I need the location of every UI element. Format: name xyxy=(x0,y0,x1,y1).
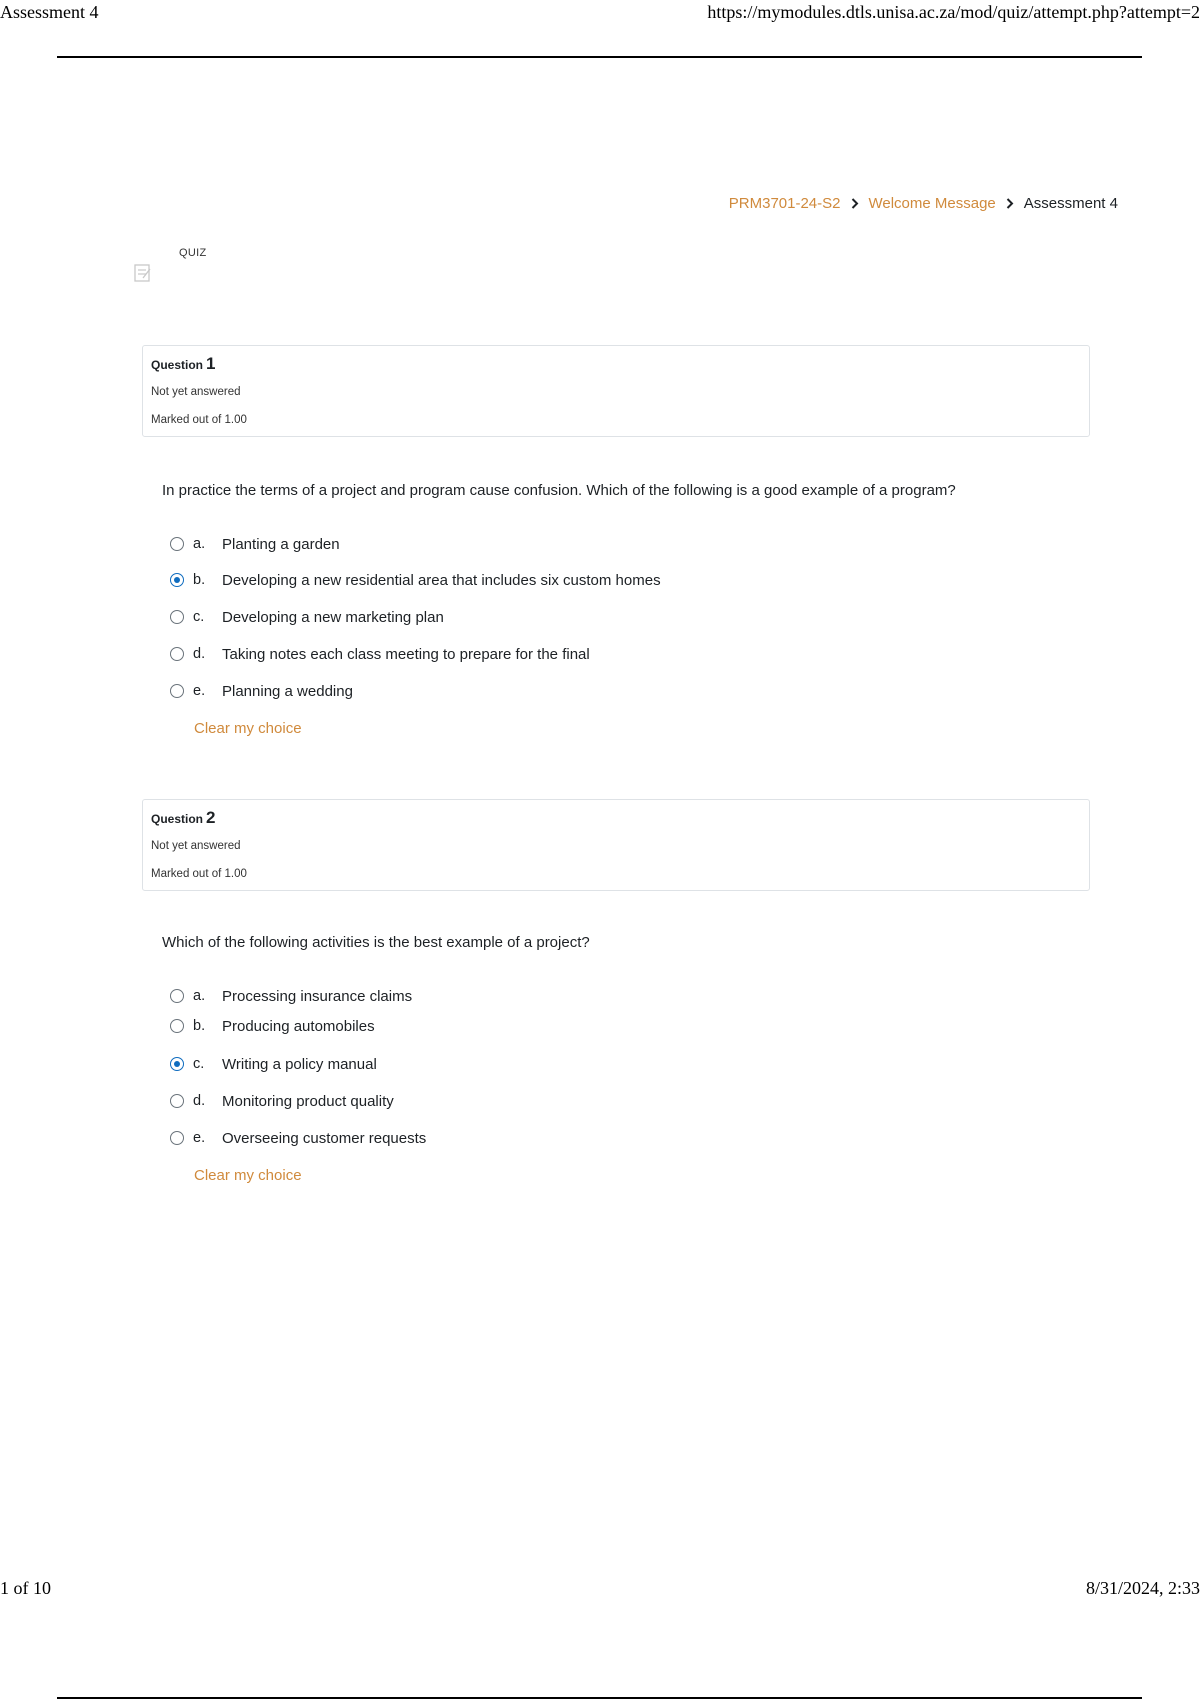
option-letter: d. xyxy=(193,646,206,662)
question-state: Not yet answered xyxy=(151,386,241,398)
question-number: 1 xyxy=(206,354,216,373)
option-letter: a. xyxy=(193,988,206,1004)
option-text: Developing a new residential area that includes six custom homes xyxy=(222,571,661,589)
question-state: Not yet answered xyxy=(151,840,241,852)
answer-option-b[interactable] xyxy=(170,1016,375,1036)
radio-button[interactable] xyxy=(170,1019,184,1033)
option-text: Writing a policy manual xyxy=(222,1055,377,1073)
chevron-right-icon xyxy=(1006,198,1014,209)
option-text: Taking notes each class meeting to prepare for the final xyxy=(222,645,590,663)
radio-button[interactable] xyxy=(170,1131,184,1145)
footer-rule xyxy=(57,1697,1142,1699)
activity-type-label: QUIZ xyxy=(179,247,207,259)
radio-button[interactable] xyxy=(170,684,184,698)
radio-button[interactable] xyxy=(170,537,184,551)
option-letter: c. xyxy=(193,1056,205,1072)
option-letter: b. xyxy=(193,572,206,588)
option-text: Overseeing customer requests xyxy=(222,1129,427,1147)
question-grade: Marked out of 1.00 xyxy=(151,414,247,426)
question-number: 2 xyxy=(206,808,216,827)
option-text: Producing automobiles xyxy=(222,1017,375,1035)
option-letter: a. xyxy=(193,536,206,552)
chevron-right-icon xyxy=(851,198,859,209)
option-letter: e. xyxy=(193,683,206,699)
answer-option-a[interactable] xyxy=(170,986,412,1006)
radio-button[interactable] xyxy=(170,1094,184,1108)
answer-option-c[interactable] xyxy=(170,607,444,627)
answer-option-e[interactable] xyxy=(170,681,353,701)
question-info-box xyxy=(142,799,1090,891)
radio-button[interactable] xyxy=(170,610,184,624)
question-title xyxy=(151,808,215,828)
answer-option-a[interactable] xyxy=(170,534,340,554)
option-text: Planning a wedding xyxy=(222,682,353,700)
question-text: In practice the terms of a project and program cause confusion. Which of the following is a good example of a program? xyxy=(162,482,956,499)
question-title-prefix: Question xyxy=(151,812,204,826)
radio-button-checked[interactable] xyxy=(170,573,184,587)
print-footer-page: 1 of 10 xyxy=(0,1578,51,1598)
breadcrumb-current: Assessment 4 xyxy=(1023,195,1118,212)
breadcrumb-section-link[interactable]: Welcome Message xyxy=(868,195,996,212)
option-text: Developing a new marketing plan xyxy=(222,608,444,626)
quiz-icon xyxy=(133,263,153,283)
option-letter: c. xyxy=(193,609,205,625)
answer-option-e[interactable] xyxy=(170,1128,426,1148)
radio-button-checked[interactable] xyxy=(170,1057,184,1071)
option-text: Planting a garden xyxy=(222,535,340,553)
print-footer-datetime: 8/31/2024, 2:33 xyxy=(1085,1578,1200,1598)
print-header-url: https://mymodules.dtls.unisa.ac.za/mod/quiz/attempt.php?attempt=2 xyxy=(707,2,1200,22)
option-letter: d. xyxy=(193,1093,206,1109)
clear-choice-link[interactable]: Clear my choice xyxy=(194,1167,302,1184)
option-letter: b. xyxy=(193,1018,206,1034)
radio-button[interactable] xyxy=(170,989,184,1003)
question-grade: Marked out of 1.00 xyxy=(151,868,247,880)
question-title xyxy=(151,354,215,374)
radio-button[interactable] xyxy=(170,647,184,661)
option-text: Monitoring product quality xyxy=(222,1092,394,1110)
clear-choice-link[interactable]: Clear my choice xyxy=(194,720,302,737)
breadcrumb-course-link[interactable]: PRM3701-24-S2 xyxy=(728,195,841,212)
answer-option-d[interactable] xyxy=(170,1091,394,1111)
breadcrumb xyxy=(729,195,1118,212)
print-header-title: Assessment 4 xyxy=(0,2,99,22)
question-title-prefix: Question xyxy=(151,358,204,372)
question-info-box xyxy=(142,345,1090,437)
header-rule xyxy=(57,56,1142,58)
question-text: Which of the following activities is the best example of a project? xyxy=(162,934,590,951)
option-text: Processing insurance claims xyxy=(222,987,413,1005)
answer-option-c[interactable] xyxy=(170,1054,377,1074)
answer-option-d[interactable] xyxy=(170,644,590,664)
answer-option-b[interactable] xyxy=(170,570,661,590)
option-letter: e. xyxy=(193,1130,206,1146)
